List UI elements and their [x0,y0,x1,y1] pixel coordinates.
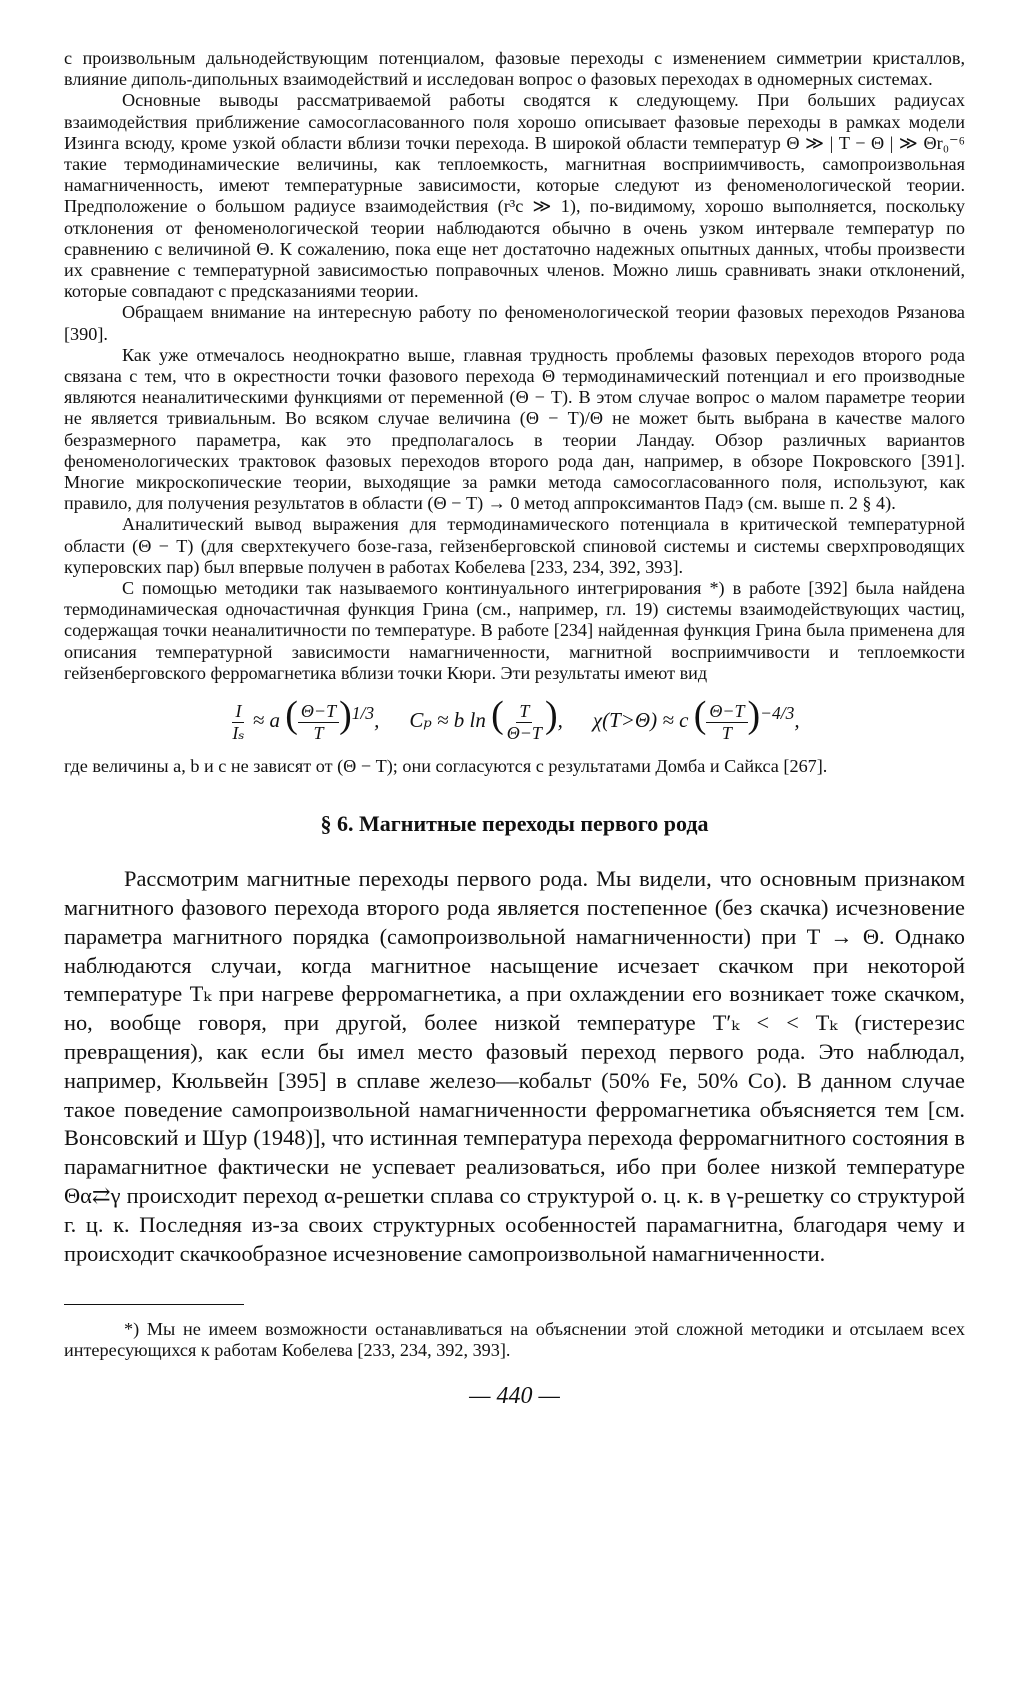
formula-susceptibility: χ(T>Θ) ≈ c ( $\frac{\Theta-T}{T}$ )$^{-4/3}$, [592,694,800,743]
body-text-after-formula [64,756,965,777]
footnote-text: *) Мы не имеем возможности останавливаться на объяснении этой сложной методики и отсылаем всех интересующихся к работам Кобелева [233, 234, 392, 393]. [64,1319,965,1361]
display-formula [64,692,965,748]
body-text-large [64,865,965,1268]
paragraph: Основные выводы рассматриваемой работы сводятся к следующему. При больших радиусах взаимодействия приближение самосогласованного поля хорошо описывает фазовые переходы в рамках модели Изинга всюду, кроме узкой области вблизи точки перехода. В широкой области температур Θ ≫ | T − Θ | ≫ Θr₀⁻⁶ такие термодинамические величины, как теплоемкость, магнитная восприимчивость, самопроизвольная намагниченность, имеют температурные зависимости, которые следуют из феноменологической теории. Предположение о большом радиусе взаимодействия (r³c ≫ 1), по-видимому, хорошо выполняется, поскольку отклонения от феноменологической теории наблюдаются обычно в очень узком интервале температур по сравнению с величиной Θ. К сожалению, пока еще нет достаточно надежных опытных данных, чтобы произвести их сравнение с температурной зависимостью поправочных членов. Можно лишь сравнивать знаки отклонений, которые совпадают с предсказаниями теории. [64,90,965,302]
formula-heat-capacity: Cₚ ≈ b ln ( $\frac{T}{\Theta-T}$ ), [409,694,563,743]
paragraph: Рассмотрим магнитные переходы первого рода. Мы видели, что основным признаком магнитного фазового перехода второго рода является постепенное (без скачка) исчезновение параметра магнитного порядка (самопроизвольной намагниченности) при T → Θ. Однако наблюдаются случаи, когда магнитное насыщение исчезает скачком при некоторой температуре Tₖ при нагреве ферромагнетика, а при охлаждении его возникает тоже скачком, но, вообще говоря, при другой, более низкой температуре T′ₖ < < Tₖ (гистерезис превращения), как если бы имел место фазовый переход первого рода. Это наблюдал, например, Кюльвейн [395] в сплаве железо—кобальт (50% Fe, 50% Co). В данном случае такое поведение самопроизвольной намагниченности ферромагнетика объясняется тем [см. Вонсовский и Шур (1948)], что истинная температура перехода ферромагнитного состояния в парамагнитное фактически не успевает реализоваться, ибо при более низкой температуре Θα⇄γ происходит переход α-решетки сплава со структурой о. ц. к. в γ-решетку со структурой г. ц. к. Последняя из-за своих структурных особенностей парамагнитна, благодаря чему и происходит скачкообразное исчезновение самопроизвольной намагниченности. [64,866,965,1266]
paragraph: Как уже отмечалось неоднократно выше, главная трудность проблемы фазовых переходов второго рода связана с тем, что в окрестности точки фазового перехода Θ термодинамический потенциал и его производные являются неаналитическими функциями от переменной (Θ − T). В этом случае вопрос о малом параметре теории не является тривиальным. Во всяком случае величина (Θ − T)/Θ не может быть выбрана в качестве малого безразмерного параметра, как это предполагалось в теории Ландау. Обзор различных вариантов феноменологических трактовок фазовых переходов второго рода дан, например, в обзоре Покровского [391]. Многие микроскопические теории, выходящие за рамки метода самосогласованного поля, используют, как правило, для получения результатов в области (Θ − T) → 0 метод аппроксимантов Падэ (см. выше п. 2 § 4). [64,344,965,514]
paragraph: Аналитический вывод выражения для термодинамического потенциала в критической температурной области (Θ − T) (для сверхтекучего бозе-газа, гейзенберговской спиновой системы и системы сверхпроводящих куперовских пар) был впервые получен в работах Кобелева [233, 234, 392, 393]. [64,514,965,577]
footnote-separator [64,1304,244,1305]
paragraph: где величины a, b и c не зависят от (Θ − T); они согласуются с результатами Домба и Сайкса [267]. [64,756,828,777]
paragraph: Обращаем внимание на интересную работу по феноменологической теории фазовых переходов Рязанова [390]. [64,302,965,344]
paragraph: С помощью методики так называемого континуального интегрирования *) в работе [392] была найдена термодинамическая одночастичная функция Грина (см., например, гл. 19) системы взаимодействующих частиц, содержащая точки неаналитичности по температуре. В работе [234] найденная функция Грина была применена для описания температурной зависимости намагниченности, магнитной восприимчивости и теплоемкости гейзенберговского ферромагнетика вблизи точки Кюри. Эти результаты имеют вид [64,578,965,683]
body-text-small [64,48,965,684]
formula-magnetization: $\frac{I}{\text{Iₛ}}$ ≈ a ( $\frac{\Theta-T}{T}$ )$^{1/3}$, [232,694,380,743]
section-heading: § 6. Магнитные переходы первого рода [320,811,709,837]
page-number: — 440 — [469,1383,560,1410]
footnote [64,1319,965,1361]
paragraph: с произвольным дальнодействующим потенциалом, фазовые переходы с изменением симметрии кристаллов, влияние диполь-дипольных взаимодействий и исследован вопрос о фазовых переходах в одномерных системах. [64,48,965,90]
